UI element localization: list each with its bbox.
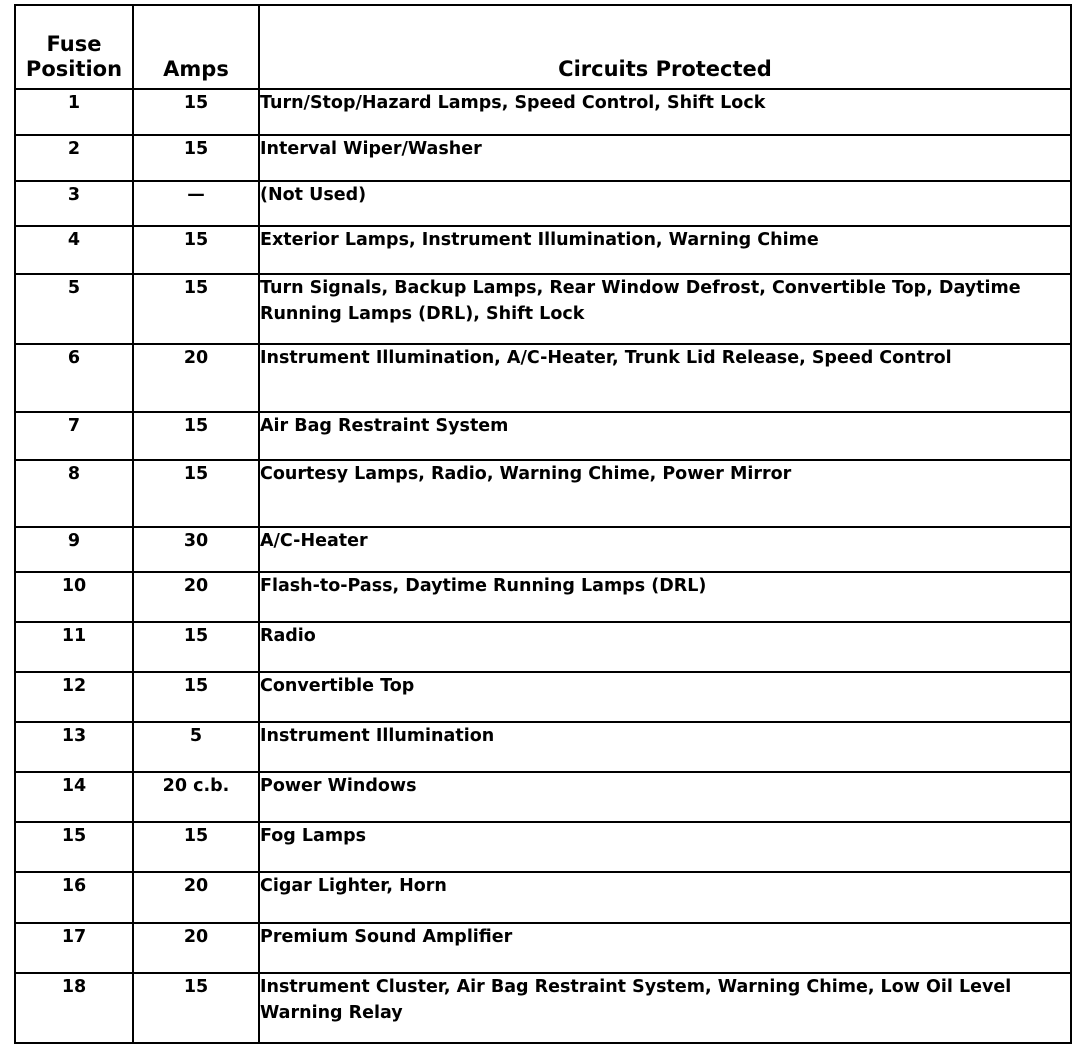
table-row [15, 822, 1071, 872]
fuse-position-cell: 16 [15, 872, 133, 923]
fuse-position-cell: 11 [15, 622, 133, 672]
circuits-protected-cell: Air Bag Restraint System [259, 412, 1071, 460]
amps-cell: — [133, 181, 259, 226]
table-row [15, 872, 1071, 923]
header-fuse-position-line1: Fuse [46, 32, 102, 56]
circuits-protected-cell: Instrument Illumination, A/C-Heater, Trunk Lid Release, Speed Control [259, 344, 1071, 412]
fuse-position-cell: 2 [15, 135, 133, 181]
table-row [15, 722, 1071, 772]
fuse-position-cell: 12 [15, 672, 133, 722]
table-row [15, 572, 1071, 622]
circuits-protected-cell: Exterior Lamps, Instrument Illumination, Warning Chime [259, 226, 1071, 274]
amps-cell: 15 [133, 672, 259, 722]
amps-cell: 30 [133, 527, 259, 572]
fuse-position-cell: 3 [15, 181, 133, 226]
table-row [15, 274, 1071, 344]
header-amps: Amps [133, 5, 259, 89]
circuits-protected-cell: Convertible Top [259, 672, 1071, 722]
fuse-position-cell: 9 [15, 527, 133, 572]
table-row [15, 135, 1071, 181]
circuits-protected-cell: Instrument Cluster, Air Bag Restraint System, Warning Chime, Low Oil Level Warning Relay [259, 973, 1071, 1043]
amps-cell: 5 [133, 722, 259, 772]
amps-cell: 15 [133, 822, 259, 872]
table-header-row [15, 5, 1071, 89]
fuse-position-cell: 15 [15, 822, 133, 872]
amps-cell: 20 [133, 872, 259, 923]
circuits-protected-cell: Interval Wiper/Washer [259, 135, 1071, 181]
amps-cell: 15 [133, 274, 259, 344]
circuits-protected-cell: A/C-Heater [259, 527, 1071, 572]
table-row [15, 923, 1071, 973]
fuse-position-cell: 14 [15, 772, 133, 822]
amps-cell: 15 [133, 460, 259, 527]
table-row [15, 344, 1071, 412]
fuse-position-cell: 17 [15, 923, 133, 973]
fuse-table [14, 4, 1072, 1044]
circuits-protected-cell: Fog Lamps [259, 822, 1071, 872]
amps-cell: 15 [133, 622, 259, 672]
table-row [15, 226, 1071, 274]
table-row [15, 772, 1071, 822]
table-row [15, 89, 1071, 135]
header-circuits-protected: Circuits Protected [259, 5, 1071, 89]
amps-cell: 20 [133, 923, 259, 973]
fuse-position-cell: 8 [15, 460, 133, 527]
table-row [15, 412, 1071, 460]
amps-cell: 20 c.b. [133, 772, 259, 822]
circuits-protected-cell: Cigar Lighter, Horn [259, 872, 1071, 923]
fuse-position-cell: 7 [15, 412, 133, 460]
header-fuse-position [15, 5, 133, 89]
fuse-position-cell: 4 [15, 226, 133, 274]
table-row [15, 672, 1071, 722]
fuse-position-cell: 5 [15, 274, 133, 344]
fuse-position-cell: 10 [15, 572, 133, 622]
table-row [15, 181, 1071, 226]
fuse-position-cell: 1 [15, 89, 133, 135]
table-row [15, 973, 1071, 1043]
fuse-position-cell: 6 [15, 344, 133, 412]
circuits-protected-cell: Courtesy Lamps, Radio, Warning Chime, Power Mirror [259, 460, 1071, 527]
circuits-protected-cell: Premium Sound Amplifier [259, 923, 1071, 973]
circuits-protected-cell: Turn/Stop/Hazard Lamps, Speed Control, Shift Lock [259, 89, 1071, 135]
amps-cell: 15 [133, 89, 259, 135]
circuits-protected-cell: (Not Used) [259, 181, 1071, 226]
amps-cell: 15 [133, 973, 259, 1043]
fuse-position-cell: 18 [15, 973, 133, 1043]
table-row [15, 527, 1071, 572]
circuits-protected-cell: Radio [259, 622, 1071, 672]
fuse-position-cell: 13 [15, 722, 133, 772]
amps-cell: 15 [133, 412, 259, 460]
circuits-protected-cell: Turn Signals, Backup Lamps, Rear Window Defrost, Convertible Top, Daytime Running Lamps (DRL), Shift Lock [259, 274, 1071, 344]
circuits-protected-cell: Flash-to-Pass, Daytime Running Lamps (DRL) [259, 572, 1071, 622]
amps-cell: 20 [133, 344, 259, 412]
amps-cell: 15 [133, 135, 259, 181]
table-row [15, 622, 1071, 672]
amps-cell: 20 [133, 572, 259, 622]
header-fuse-position-line2: Position [25, 57, 123, 81]
table-row [15, 460, 1071, 527]
circuits-protected-cell: Instrument Illumination [259, 722, 1071, 772]
amps-cell: 15 [133, 226, 259, 274]
circuits-protected-cell: Power Windows [259, 772, 1071, 822]
